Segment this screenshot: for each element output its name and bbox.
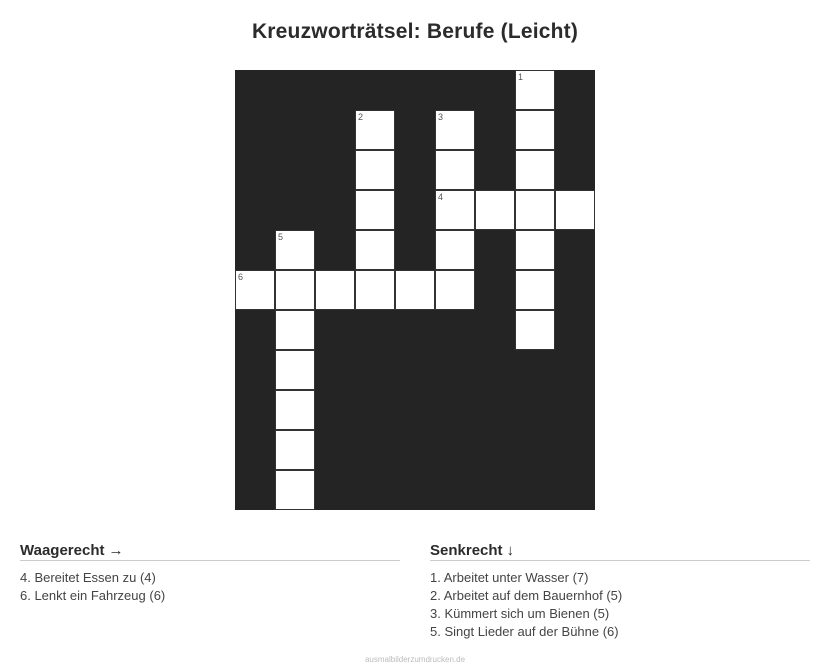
down-clue: 2. Arbeitet auf dem Bauernhof (5) bbox=[430, 588, 623, 603]
crossword-cell[interactable] bbox=[435, 110, 475, 150]
crossword-cell[interactable] bbox=[275, 350, 315, 390]
clue-number: 6 bbox=[238, 272, 244, 282]
crossword-cell[interactable] bbox=[515, 310, 555, 350]
crossword-cell[interactable] bbox=[515, 230, 555, 270]
crossword-cell[interactable] bbox=[275, 230, 315, 270]
crossword-cell[interactable] bbox=[435, 270, 475, 310]
crossword-cell[interactable] bbox=[355, 270, 395, 310]
crossword-cell[interactable] bbox=[475, 190, 515, 230]
down-heading-label: Senkrecht bbox=[430, 542, 503, 559]
puzzle-title: Kreuzworträtsel: Berufe (Leicht) bbox=[251, 20, 579, 43]
clue-number: 5 bbox=[278, 232, 284, 242]
crossword-cell[interactable] bbox=[275, 310, 315, 350]
clue-number: 1 bbox=[518, 72, 524, 82]
crossword-cell[interactable] bbox=[515, 150, 555, 190]
down-arrow-icon: ↓ bbox=[506, 542, 515, 559]
crossword-cell[interactable] bbox=[355, 190, 395, 230]
crossword-cell[interactable] bbox=[395, 270, 435, 310]
down-clues-panel bbox=[430, 542, 810, 641]
crossword-cell[interactable] bbox=[515, 190, 555, 230]
crossword-cell[interactable] bbox=[515, 70, 555, 110]
across-heading bbox=[20, 542, 400, 561]
crossword-cell[interactable] bbox=[555, 190, 595, 230]
crossword-cell[interactable] bbox=[435, 190, 475, 230]
crossword-cell[interactable] bbox=[355, 230, 395, 270]
clue-number: 4 bbox=[438, 192, 444, 202]
across-clue: 4. Bereitet Essen zu (4) bbox=[20, 570, 156, 585]
clue-number: 3 bbox=[438, 112, 444, 122]
across-heading-label: Waagerecht bbox=[20, 542, 105, 559]
down-clue: 1. Arbeitet unter Wasser (7) bbox=[430, 570, 589, 585]
across-clue-list bbox=[20, 569, 400, 605]
crossword-cell[interactable] bbox=[355, 110, 395, 150]
across-clue: 6. Lenkt ein Fahrzeug (6) bbox=[20, 588, 166, 603]
crossword-cell[interactable] bbox=[275, 430, 315, 470]
crossword-cell[interactable] bbox=[315, 270, 355, 310]
crossword-cell[interactable] bbox=[275, 270, 315, 310]
crossword-cell[interactable] bbox=[275, 470, 315, 510]
down-heading bbox=[430, 542, 810, 561]
crossword-grid bbox=[235, 70, 595, 510]
crossword-cell[interactable] bbox=[515, 110, 555, 150]
down-clue: 5. Singt Lieder auf der Bühne (6) bbox=[430, 624, 619, 639]
crossword-cell[interactable] bbox=[435, 150, 475, 190]
down-clue-list bbox=[430, 569, 810, 641]
crossword-cell[interactable] bbox=[355, 150, 395, 190]
across-clues-panel bbox=[20, 542, 400, 605]
crossword-cell[interactable] bbox=[235, 270, 275, 310]
clue-number: 2 bbox=[358, 112, 364, 122]
down-clue: 3. Kümmert sich um Bienen (5) bbox=[430, 606, 610, 621]
right-arrow-icon: → bbox=[108, 542, 124, 559]
crossword-cell[interactable] bbox=[515, 270, 555, 310]
footer-credit: ausmalbilderzumdrucken.de bbox=[364, 655, 466, 664]
crossword-cell[interactable] bbox=[435, 230, 475, 270]
crossword-cell[interactable] bbox=[275, 390, 315, 430]
